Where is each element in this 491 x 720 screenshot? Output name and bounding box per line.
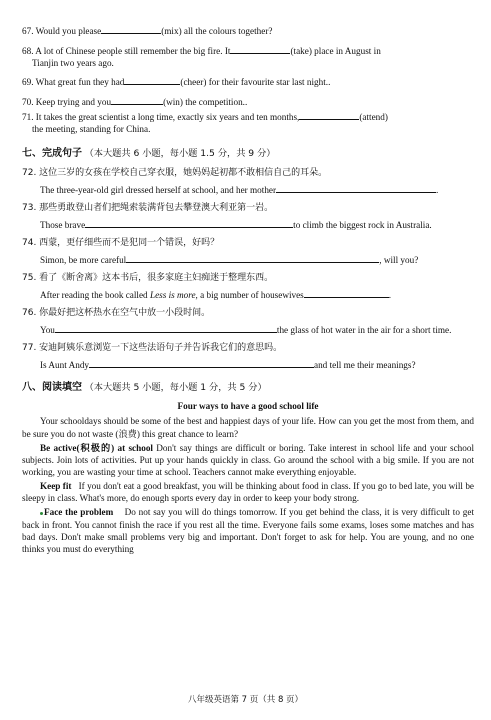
question-77-en xyxy=(22,358,474,371)
q77-chinese: 77. 安迪阿姨乐意浏览一下这些法语句子并告诉我它们的意思吗。 xyxy=(22,343,283,354)
section-8-subtitle: （本大题共 5 小题，每小题 1 分，共 5 分） xyxy=(84,382,267,394)
question-73-cn xyxy=(22,201,474,215)
q75-en-a: After reading the book called xyxy=(40,290,150,301)
q69-text-b: (cheer) for their favourite star last night.. xyxy=(180,77,331,88)
reading-p2-body: Don't say things are difficult or boring. Take interest in school life and your school subjects. Join lots of activities. Put up your hands quickly in class. Go around the school with a big smile. If you are not working, you are wasting your time at school. Teachers cannot make everything enjoyable. xyxy=(22,442,475,477)
section-8-heading xyxy=(22,381,474,395)
section-7-heading xyxy=(22,147,474,161)
reading-paragraph-1: Your schooldays should be some of the best and happiest days of your life. How can you get the most from them, and be sure you do not waste (浪费) this great chance to learn? xyxy=(22,416,474,439)
q68-text-a: 68. A lot of Chinese people still remember the big fire. It xyxy=(22,45,231,56)
q73-chinese: 73. 那些勇敢登山者们把绳索装满背包去攀登澳大利亚第一岩。 xyxy=(22,203,274,214)
reading-paragraph-4 xyxy=(22,506,477,555)
answer-blank-76[interactable] xyxy=(55,323,277,333)
q75-book-title: Less is more, xyxy=(149,290,198,301)
reading-paragraph-3 xyxy=(22,480,477,504)
answer-blank-68[interactable] xyxy=(230,44,290,54)
answer-blank-73[interactable] xyxy=(85,218,293,228)
answer-blank-70[interactable] xyxy=(111,95,163,105)
q68-text-c: Tianjin two years ago. xyxy=(32,57,114,68)
q76-en-b: the glass of hot water in the air for a short time. xyxy=(276,325,452,336)
reading-title: Four ways to have a good school life xyxy=(177,401,319,412)
q75-chinese: 75. 看了《断舍离》这本书后，很多家庭主妇痴迷于整理东西。 xyxy=(22,273,274,284)
q67-text-b: (mix) all the colours together? xyxy=(161,26,273,36)
q75-en-b: a big number of housewives xyxy=(197,290,304,301)
q74-en-a: Simon, be more careful xyxy=(40,255,127,266)
question-68 xyxy=(22,44,474,69)
q76-en-a: You xyxy=(40,325,55,336)
q77-en-a: Is Aunt Andy xyxy=(40,360,90,371)
reading-p2-heading: Be active(积极的) at school xyxy=(40,442,153,453)
q68-text-b: (take) place in August in xyxy=(290,45,381,56)
question-71 xyxy=(22,110,474,135)
question-69 xyxy=(22,75,474,88)
answer-blank-75[interactable] xyxy=(304,288,392,301)
q71-text-b: (attend) xyxy=(359,112,388,123)
reading-p3-body: If you don't eat a good breakfast, you will be thinking about food in class. If you go to bed late, you will be sleepy in class. What's more, do enough sports every day in order to keep your body strong. xyxy=(22,481,477,504)
question-75-en xyxy=(22,288,474,301)
q71-text-c: the meeting, standing for China. xyxy=(32,124,151,135)
question-76-en xyxy=(22,323,474,336)
question-73-en xyxy=(22,218,474,231)
section-8-title: 八、阅读填空 xyxy=(22,382,82,394)
green-dot-mark xyxy=(40,512,43,515)
q70-text-a: 70. Keep trying and you xyxy=(22,97,112,108)
answer-blank-72[interactable] xyxy=(276,183,439,196)
q71-text-a: 71. It takes the great scientist a long time, exactly six years and ten months, xyxy=(22,112,300,123)
question-67 xyxy=(22,24,474,37)
question-72-en xyxy=(22,183,474,196)
q73-en-a: Those brave xyxy=(40,220,86,231)
reading-p4-body: Do not say you will do things tomorrow. If you get behind the class, it is very difficult to get back in front. You cannot finish the race if you rest all the time. Everyone fails some exams, loses some matches and has bad days. Don't make small problems very big and important. Don't forget to ask for help. You are young, and no one thinks you must do everything xyxy=(22,507,477,554)
answer-blank-67[interactable] xyxy=(101,24,161,34)
q72-en-a: The three-year-old girl dressed herself at school, and her mother xyxy=(40,185,277,196)
reading-paragraph-2 xyxy=(22,442,474,478)
question-75-cn xyxy=(22,271,474,285)
q74-en-b: , will you? xyxy=(379,255,419,266)
q69-text-a: 69. What great fun they had xyxy=(22,77,125,88)
answer-blank-77[interactable] xyxy=(89,358,314,368)
q76-chinese: 76. 你最好把这杯热水在空气中放一小段时间。 xyxy=(22,308,211,319)
q67-text-a: 67. Would you please xyxy=(22,26,102,36)
question-70 xyxy=(22,95,474,108)
q72-en-b: . xyxy=(436,185,439,196)
q73-en-b: to climb the biggest rock in Australia. xyxy=(293,220,432,231)
q75-en-c: . xyxy=(388,290,392,301)
question-76-cn xyxy=(22,306,474,320)
page-footer: 八年级英语第 7 页（共 8 页） xyxy=(187,695,304,705)
question-74-en xyxy=(22,253,474,266)
q70-text-b: (win) the competition.. xyxy=(163,97,248,108)
reading-p4-heading: Face the problem xyxy=(44,507,114,518)
q72-chinese: 72. 这位三岁的女孩在学校自己穿衣服，她妈妈起初都不敢相信自己的耳朵。 xyxy=(22,168,328,179)
exam-page xyxy=(22,24,477,557)
question-72-cn xyxy=(22,166,474,180)
q74-chinese: 74. 西蒙，更仔细些而不是犯同一个错误，好吗？ xyxy=(22,238,220,249)
section-7-subtitle: （本大题共 6 小题，每小题 1.5 分，共 9 分） xyxy=(84,148,276,160)
section-7-title: 七、完成句子 xyxy=(22,148,82,160)
answer-blank-74[interactable] xyxy=(126,253,379,263)
answer-blank-69[interactable] xyxy=(124,75,180,85)
q77-en-b: and tell me their meanings? xyxy=(314,360,416,371)
reading-p3-heading: Keep fit xyxy=(40,481,72,492)
question-77-cn xyxy=(22,341,474,355)
answer-blank-71[interactable] xyxy=(299,110,359,120)
question-74-cn xyxy=(22,236,474,250)
